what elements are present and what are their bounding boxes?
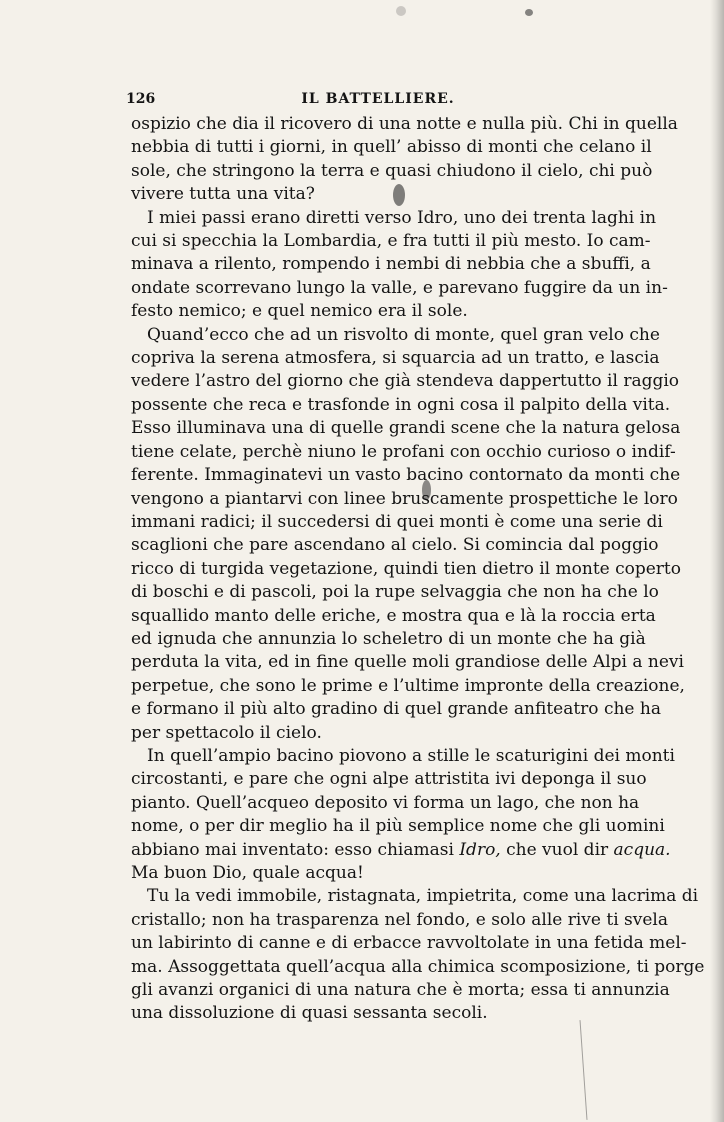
text-line: Esso illuminava una di quelle grandi scene che la natura gelosa xyxy=(131,418,681,439)
text-line: sole, che stringono la terra e quasi chiudono il cielo, chi può xyxy=(131,160,653,181)
text-line: ma. Assoggettata quell’acqua alla chimica scomposizione, ti porge xyxy=(131,956,705,977)
text-line: vivere tutta una vita? xyxy=(131,184,315,205)
text-line: I miei passi erano diretti verso Idro, uno dei trenta laghi in xyxy=(147,207,657,228)
text-line: vengono a piantarvi con linee bruscamente prospettiche le loro xyxy=(131,488,678,509)
page-number: 126 xyxy=(126,91,156,107)
text-line: cui si specchia la Lombardia, e fra tutti il più mesto. Io cam- xyxy=(131,231,651,252)
text-line: copriva la serena atmosfera, si squarcia ad un tratto, e lascia xyxy=(131,348,660,369)
ink-speck xyxy=(525,9,533,16)
text-line: tiene celate, perchè niuno le profani con occhio curioso o indif- xyxy=(131,441,676,462)
page-header xyxy=(126,89,630,109)
text-line: vedere l’astro del giorno che già stendeva dappertutto il raggio xyxy=(131,371,680,392)
text-line: festo nemico; e quel nemico era il sole. xyxy=(131,301,468,322)
text-line: Tu la vedi immobile, ristagnata, impietrita, come una lacrima di xyxy=(147,886,699,907)
text-line: di boschi e di pascoli, poi la rupe selvaggia che non ha che lo xyxy=(131,582,659,603)
paper-crease xyxy=(580,1020,588,1120)
text-line: In quell’ampio bacino piovono a stille le scaturigini dei monti xyxy=(147,745,675,766)
text-line: ondate scorrevano lungo la valle, e parevano fuggire da un in- xyxy=(131,277,668,298)
italic-word-acqua: acqua. xyxy=(613,839,671,860)
text-line: pianto. Quell’acqueo deposito vi forma un lago, che non ha xyxy=(131,792,640,813)
text-line: ricco di turgida vegetazione, quindi tien dietro il monte coperto xyxy=(131,558,682,579)
text-line: ferente. Immaginatevi un vasto bacino contornato da monti che xyxy=(131,465,681,486)
text-line: perpetue, che sono le prime e l’ultime impronte della creazione, xyxy=(131,675,685,696)
text-line: un labirinto di canne e di erbacce ravvoltolate in una fetida mel- xyxy=(131,933,687,954)
text-line: e formano il più alto gradino di quel grande anfiteatro che ha xyxy=(131,699,661,720)
text-line: cristallo; non ha trasparenza nel fondo, e solo alle rive ti svela xyxy=(131,909,668,930)
text-line: una dissoluzione di quasi sessanta secoli. xyxy=(131,1003,488,1024)
running-title: IL BATTELLIERE. xyxy=(301,91,455,107)
scan-shadow-edge xyxy=(710,0,724,1122)
ink-speck xyxy=(396,6,406,16)
text-line: minava a rilento, rompendo i nembi di nebbia che a sbuffi, a xyxy=(131,254,651,275)
text-line: nebbia di tutti i giorni, in quell’ abisso di monti che celano il xyxy=(131,137,652,158)
text-line: Quand’ecco che ad un risvolto di monte, quel gran velo che xyxy=(147,324,660,345)
text-line: Ma buon Dio, quale acqua! xyxy=(131,863,364,883)
text-line: gli avanzi organici di una natura che è morta; essa ti annunzia xyxy=(131,980,670,1001)
text-line: immani radici; il succedersi di quei monti è come una serie di xyxy=(131,511,663,532)
body-text xyxy=(131,113,705,1026)
text-line: scaglioni che pare ascendano al cielo. Si comincia dal poggio xyxy=(131,535,659,556)
text-line: ed ignuda che annunzia lo scheletro di un monte che ha già xyxy=(131,628,646,649)
text-line: possente che reca e trasfonde in ogni cosa il palpito della vita. xyxy=(131,394,671,415)
text-line: nome, o per dir meglio ha il più semplice nome che gli uomini xyxy=(131,816,665,837)
text-line: squallido manto delle eriche, e mostra qua e là la roccia erta xyxy=(131,605,656,626)
italic-word-idro: Idro, xyxy=(459,839,501,860)
text-line: ospizio che dia il ricovero di una notte e nulla più. Chi in quella xyxy=(131,114,678,134)
text-line: per spettacolo il cielo. xyxy=(131,722,322,743)
text-segment: abbiano mai inventato: esso chiamasi xyxy=(131,839,460,860)
text-line: perduta la vita, ed in fine quelle moli grandiose delle Alpi a nevi xyxy=(131,652,684,673)
text-line-with-italics xyxy=(131,839,671,862)
text-line: circostanti, e pare che ogni alpe attristita ivi deponga il suo xyxy=(131,769,647,790)
text-segment: che vuol dir xyxy=(500,839,614,860)
